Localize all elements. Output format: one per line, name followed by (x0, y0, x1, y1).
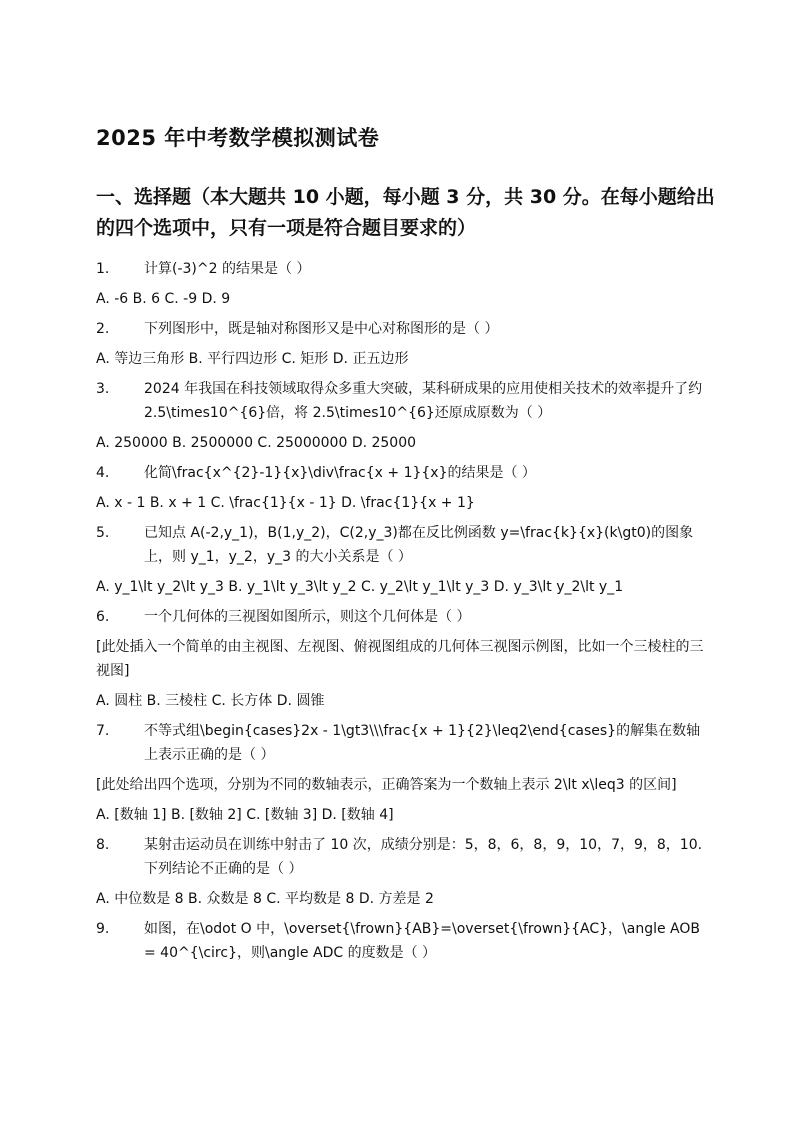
question-stem: 2024 年我国在科技领域取得众多重大突破，某科研成果的应用使相关技术的效率提升了约 2.5\times10^{6}倍，将 2.5\times10^{6}还原成原数为（ ） (144, 381, 703, 421)
question-stem: 计算(-3)^2 的结果是（ ） (144, 261, 311, 277)
question-number: 2. (96, 321, 110, 337)
question-item (96, 317, 704, 341)
question-item (96, 833, 704, 881)
question-item (96, 917, 704, 965)
question-stem: 某射击运动员在训练中射击了 10 次，成绩分别是：5，8，6，8，9，10，7，9，8，10. 下列结论不正确的是（ ） (144, 837, 703, 877)
question-stem: 不等式组\begin{cases}2x - 1\gt3\\\frac{x + 1}{2}\leq2\end{cases}的解集在数轴上表示正确的是（ ） (144, 723, 701, 763)
question-stem: 一个几何体的三视图如图所示，则这个几何体是（ ） (144, 609, 471, 625)
question-list (96, 257, 704, 971)
figure-placeholder-note: [此处给出四个选项，分别为不同的数轴表示，正确答案为一个数轴上表示 2\lt x\leq3 的区间] (96, 777, 677, 793)
question-options: A. x - 1 B. x + 1 C. \frac{1}{x - 1} D. \frac{1}{x + 1} (96, 495, 475, 511)
question-stem: 化简\frac{x^{2}-1}{x}\div\frac{x + 1}{x}的结果是（ ） (144, 465, 536, 481)
question-item (96, 257, 704, 281)
question-options: A. 圆柱 B. 三棱柱 C. 长方体 D. 圆锥 (96, 693, 325, 709)
question-number: 6. (96, 609, 110, 625)
question-item (96, 605, 704, 629)
question-options: A. y_1\lt y_2\lt y_3 B. y_1\lt y_3\lt y_2 C. y_2\lt y_1\lt y_3 D. y_3\lt y_2\lt y_1 (96, 579, 624, 595)
section-heading: 一、选择题（本大题共 10 小题，每小题 3 分，共 30 分。在每小题给出的四个选项中，只有一项是符合题目要求的） (96, 186, 715, 239)
question-number: 7. (96, 723, 110, 739)
question-stem: 如图，在\odot O 中，\overset{\frown}{AB}=\overset{\frown}{AC}，\angle AOB = 40^{\circ}，则\angle ADC 的度数是（ ） (144, 921, 701, 961)
figure-placeholder-note: [此处插入一个简单的由主视图、左视图、俯视图组成的几何体三视图示例图，比如一个三棱柱的三视图] (96, 639, 704, 679)
question-number: 5. (96, 525, 110, 541)
question-number: 1. (96, 261, 110, 277)
question-options: A. [数轴 1] B. [数轴 2] C. [数轴 3] D. [数轴 4] (96, 807, 394, 823)
question-number: 3. (96, 381, 110, 397)
page-title: 2025 年中考数学模拟测试卷 (96, 126, 380, 150)
question-options: A. 中位数是 8 B. 众数是 8 C. 平均数是 8 D. 方差是 2 (96, 891, 434, 907)
question-number: 4. (96, 465, 110, 481)
question-options: A. 250000 B. 2500000 C. 25000000 D. 25000 (96, 435, 417, 451)
question-item (96, 521, 704, 569)
question-item (96, 377, 704, 425)
question-item (96, 719, 704, 767)
question-stem: 下列图形中，既是轴对称图形又是中心对称图形的是（ ） (144, 321, 499, 337)
question-options: A. 等边三角形 B. 平行四边形 C. 矩形 D. 正五边形 (96, 351, 409, 367)
question-number: 8. (96, 837, 110, 853)
question-options: A. -6 B. 6 C. -9 D. 9 (96, 291, 231, 307)
question-number: 9. (96, 921, 110, 937)
question-stem: 已知点 A(-2,y_1)，B(1,y_2)，C(2,y_3)都在反比例函数 y=\frac{k}{x}(k\gt0)的图象上，则 y_1，y_2，y_3 的大小关系是（ ） (144, 525, 694, 565)
question-item (96, 461, 704, 485)
